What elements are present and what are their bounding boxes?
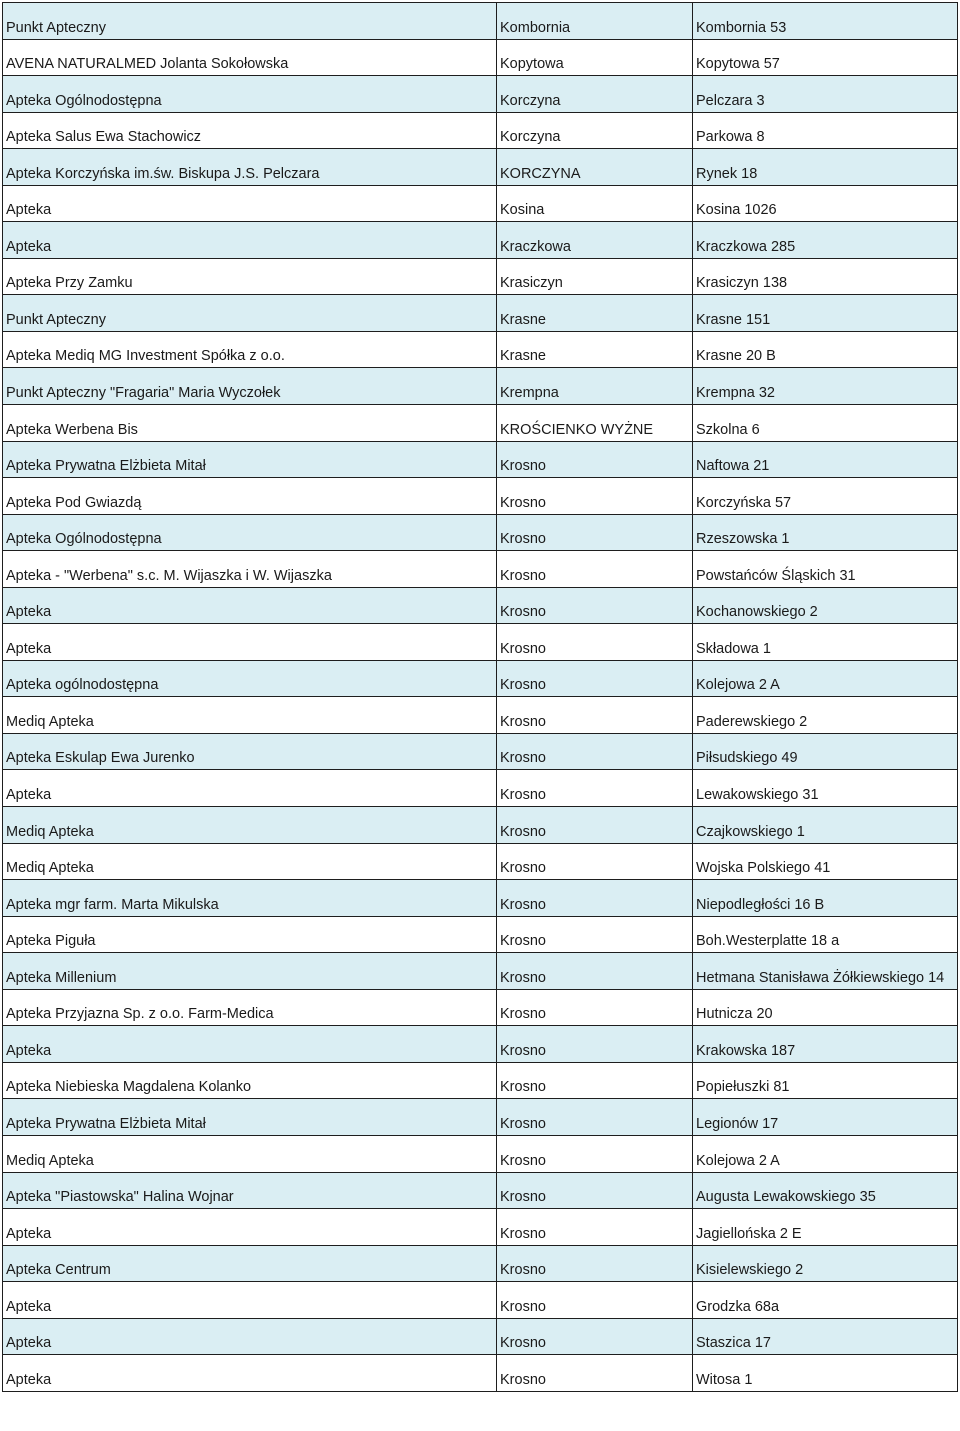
- pharmacy-name-cell: Apteka: [3, 1282, 497, 1319]
- table-row: [3, 441, 958, 478]
- table-row: [3, 76, 958, 113]
- address-cell: Niepodległości 16 B: [693, 880, 958, 917]
- town-cell: Krosno: [497, 624, 693, 661]
- town-cell: KORCZYNA: [497, 149, 693, 186]
- table-row: [3, 3, 958, 40]
- town-cell: Kombornia: [497, 3, 693, 40]
- pharmacy-name-cell: Apteka Niebieska Magdalena Kolanko: [3, 1062, 497, 1099]
- table-row: [3, 989, 958, 1026]
- town-cell: Krasne: [497, 331, 693, 368]
- town-cell: Krosno: [497, 551, 693, 588]
- table-row: [3, 1026, 958, 1063]
- town-cell: Krosno: [497, 1209, 693, 1246]
- address-cell: Wojska Polskiego 41: [693, 843, 958, 880]
- pharmacy-name-cell: Apteka mgr farm. Marta Mikulska: [3, 880, 497, 917]
- address-cell: Boh.Westerplatte 18 a: [693, 916, 958, 953]
- town-cell: Krasne: [497, 295, 693, 332]
- town-cell: Krosno: [497, 1135, 693, 1172]
- town-cell: KROŚCIENKO WYŻNE: [497, 405, 693, 442]
- table-row: [3, 1062, 958, 1099]
- town-cell: Krosno: [497, 478, 693, 515]
- pharmacy-name-cell: Apteka Werbena Bis: [3, 405, 497, 442]
- address-cell: Augusta Lewakowskiego 35: [693, 1172, 958, 1209]
- pharmacy-name-cell: Apteka Piguła: [3, 916, 497, 953]
- address-cell: Grodzka 68a: [693, 1282, 958, 1319]
- pharmacy-name-cell: Apteka: [3, 1355, 497, 1392]
- pharmacy-name-cell: Punkt Apteczny "Fragaria" Maria Wyczołek: [3, 368, 497, 405]
- address-cell: Kosina 1026: [693, 185, 958, 222]
- town-cell: Krempna: [497, 368, 693, 405]
- pharmacy-name-cell: Punkt Apteczny: [3, 295, 497, 332]
- address-cell: Staszica 17: [693, 1318, 958, 1355]
- table-row: [3, 514, 958, 551]
- pharmacy-name-cell: Apteka Pod Gwiazdą: [3, 478, 497, 515]
- address-cell: Naftowa 21: [693, 441, 958, 478]
- pharmacy-name-cell: Mediq Apteka: [3, 1135, 497, 1172]
- address-cell: Rynek 18: [693, 149, 958, 186]
- pharmacy-name-cell: Apteka Ogólnodostępna: [3, 514, 497, 551]
- town-cell: Krosno: [497, 1245, 693, 1282]
- pharmacy-name-cell: Apteka Centrum: [3, 1245, 497, 1282]
- town-cell: Krosno: [497, 733, 693, 770]
- pharmacy-name-cell: Apteka: [3, 1318, 497, 1355]
- pharmacy-table-body: [3, 3, 958, 1392]
- address-cell: Szkolna 6: [693, 405, 958, 442]
- town-cell: Kraczkowa: [497, 222, 693, 259]
- table-row: [3, 916, 958, 953]
- table-row: [3, 1355, 958, 1392]
- address-cell: Lewakowskiego 31: [693, 770, 958, 807]
- address-cell: Kopytowa 57: [693, 39, 958, 76]
- pharmacy-name-cell: Apteka: [3, 587, 497, 624]
- town-cell: Krosno: [497, 514, 693, 551]
- table-row: [3, 1318, 958, 1355]
- address-cell: Parkowa 8: [693, 112, 958, 149]
- table-row: [3, 1099, 958, 1136]
- pharmacy-name-cell: Apteka: [3, 222, 497, 259]
- pharmacy-name-cell: Mediq Apteka: [3, 697, 497, 734]
- town-cell: Krosno: [497, 1099, 693, 1136]
- address-cell: Jagiellońska 2 E: [693, 1209, 958, 1246]
- table-row: [3, 880, 958, 917]
- address-cell: Rzeszowska 1: [693, 514, 958, 551]
- pharmacy-name-cell: Mediq Apteka: [3, 807, 497, 844]
- pharmacy-name-cell: Apteka: [3, 185, 497, 222]
- town-cell: Korczyna: [497, 112, 693, 149]
- table-row: [3, 258, 958, 295]
- address-cell: Kochanowskiego 2: [693, 587, 958, 624]
- address-cell: Krempna 32: [693, 368, 958, 405]
- address-cell: Krakowska 187: [693, 1026, 958, 1063]
- table-row: [3, 112, 958, 149]
- address-cell: Krasne 151: [693, 295, 958, 332]
- pharmacy-name-cell: Apteka Ogólnodostępna: [3, 76, 497, 113]
- table-row: [3, 149, 958, 186]
- table-row: [3, 331, 958, 368]
- address-cell: Powstańców Śląskich 31: [693, 551, 958, 588]
- address-cell: Krasiczyn 138: [693, 258, 958, 295]
- town-cell: Korczyna: [497, 76, 693, 113]
- table-row: [3, 587, 958, 624]
- address-cell: Pelczara 3: [693, 76, 958, 113]
- table-row: [3, 222, 958, 259]
- table-row: [3, 733, 958, 770]
- table-row: [3, 551, 958, 588]
- pharmacy-name-cell: Apteka: [3, 770, 497, 807]
- address-cell: Paderewskiego 2: [693, 697, 958, 734]
- town-cell: Kosina: [497, 185, 693, 222]
- table-row: [3, 405, 958, 442]
- pharmacy-table: [2, 2, 958, 1392]
- address-cell: Kolejowa 2 A: [693, 660, 958, 697]
- address-cell: Witosa 1: [693, 1355, 958, 1392]
- town-cell: Krosno: [497, 660, 693, 697]
- address-cell: Kolejowa 2 A: [693, 1135, 958, 1172]
- pharmacy-name-cell: Apteka: [3, 1209, 497, 1246]
- table-row: [3, 697, 958, 734]
- pharmacy-name-cell: Apteka Prywatna Elżbieta Mitał: [3, 441, 497, 478]
- address-cell: Krasne 20 B: [693, 331, 958, 368]
- address-cell: Hetmana Stanisława Żółkiewskiego 14: [693, 953, 958, 990]
- table-row: [3, 1282, 958, 1319]
- table-row: [3, 1209, 958, 1246]
- table-row: [3, 1135, 958, 1172]
- pharmacy-name-cell: Mediq Apteka: [3, 843, 497, 880]
- town-cell: Krosno: [497, 770, 693, 807]
- pharmacy-name-cell: Apteka - "Werbena" s.c. M. Wijaszka i W. Wijaszka: [3, 551, 497, 588]
- table-row: [3, 660, 958, 697]
- town-cell: Krosno: [497, 587, 693, 624]
- pharmacy-name-cell: Apteka Salus Ewa Stachowicz: [3, 112, 497, 149]
- pharmacy-name-cell: Punkt Apteczny: [3, 3, 497, 40]
- address-cell: Kraczkowa 285: [693, 222, 958, 259]
- pharmacy-name-cell: Apteka: [3, 1026, 497, 1063]
- town-cell: Krosno: [497, 1355, 693, 1392]
- pharmacy-name-cell: Apteka Korczyńska im.św. Biskupa J.S. Pelczara: [3, 149, 497, 186]
- town-cell: Krosno: [497, 441, 693, 478]
- table-row: [3, 368, 958, 405]
- table-row: [3, 843, 958, 880]
- pharmacy-name-cell: Apteka "Piastowska" Halina Wojnar: [3, 1172, 497, 1209]
- pharmacy-name-cell: Apteka Przy Zamku: [3, 258, 497, 295]
- town-cell: Krosno: [497, 989, 693, 1026]
- address-cell: Składowa 1: [693, 624, 958, 661]
- address-cell: Popiełuszki 81: [693, 1062, 958, 1099]
- address-cell: Korczyńska 57: [693, 478, 958, 515]
- pharmacy-name-cell: Apteka Przyjazna Sp. z o.o. Farm-Medica: [3, 989, 497, 1026]
- address-cell: Legionów 17: [693, 1099, 958, 1136]
- table-row: [3, 770, 958, 807]
- town-cell: Krosno: [497, 1062, 693, 1099]
- table-row: [3, 478, 958, 515]
- town-cell: Krosno: [497, 1026, 693, 1063]
- table-row: [3, 295, 958, 332]
- table-row: [3, 807, 958, 844]
- table-row: [3, 1172, 958, 1209]
- address-cell: Hutnicza 20: [693, 989, 958, 1026]
- town-cell: Krosno: [497, 697, 693, 734]
- pharmacy-name-cell: Apteka Eskulap Ewa Jurenko: [3, 733, 497, 770]
- address-cell: Czajkowskiego 1: [693, 807, 958, 844]
- pharmacy-name-cell: Apteka: [3, 624, 497, 661]
- table-row: [3, 185, 958, 222]
- town-cell: Krosno: [497, 916, 693, 953]
- town-cell: Kopytowa: [497, 39, 693, 76]
- town-cell: Krosno: [497, 1318, 693, 1355]
- pharmacy-name-cell: Apteka Prywatna Elżbieta Mitał: [3, 1099, 497, 1136]
- town-cell: Krosno: [497, 953, 693, 990]
- address-cell: Piłsudskiego 49: [693, 733, 958, 770]
- town-cell: Krasiczyn: [497, 258, 693, 295]
- table-row: [3, 953, 958, 990]
- town-cell: Krosno: [497, 1282, 693, 1319]
- town-cell: Krosno: [497, 807, 693, 844]
- town-cell: Krosno: [497, 1172, 693, 1209]
- town-cell: Krosno: [497, 880, 693, 917]
- address-cell: Kombornia 53: [693, 3, 958, 40]
- table-row: [3, 624, 958, 661]
- pharmacy-name-cell: Apteka Mediq MG Investment Spółka z o.o.: [3, 331, 497, 368]
- pharmacy-name-cell: Apteka ogólnodostępna: [3, 660, 497, 697]
- town-cell: Krosno: [497, 843, 693, 880]
- table-row: [3, 39, 958, 76]
- pharmacy-name-cell: Apteka Millenium: [3, 953, 497, 990]
- address-cell: Kisielewskiego 2: [693, 1245, 958, 1282]
- table-row: [3, 1245, 958, 1282]
- pharmacy-name-cell: AVENA NATURALMED Jolanta Sokołowska: [3, 39, 497, 76]
